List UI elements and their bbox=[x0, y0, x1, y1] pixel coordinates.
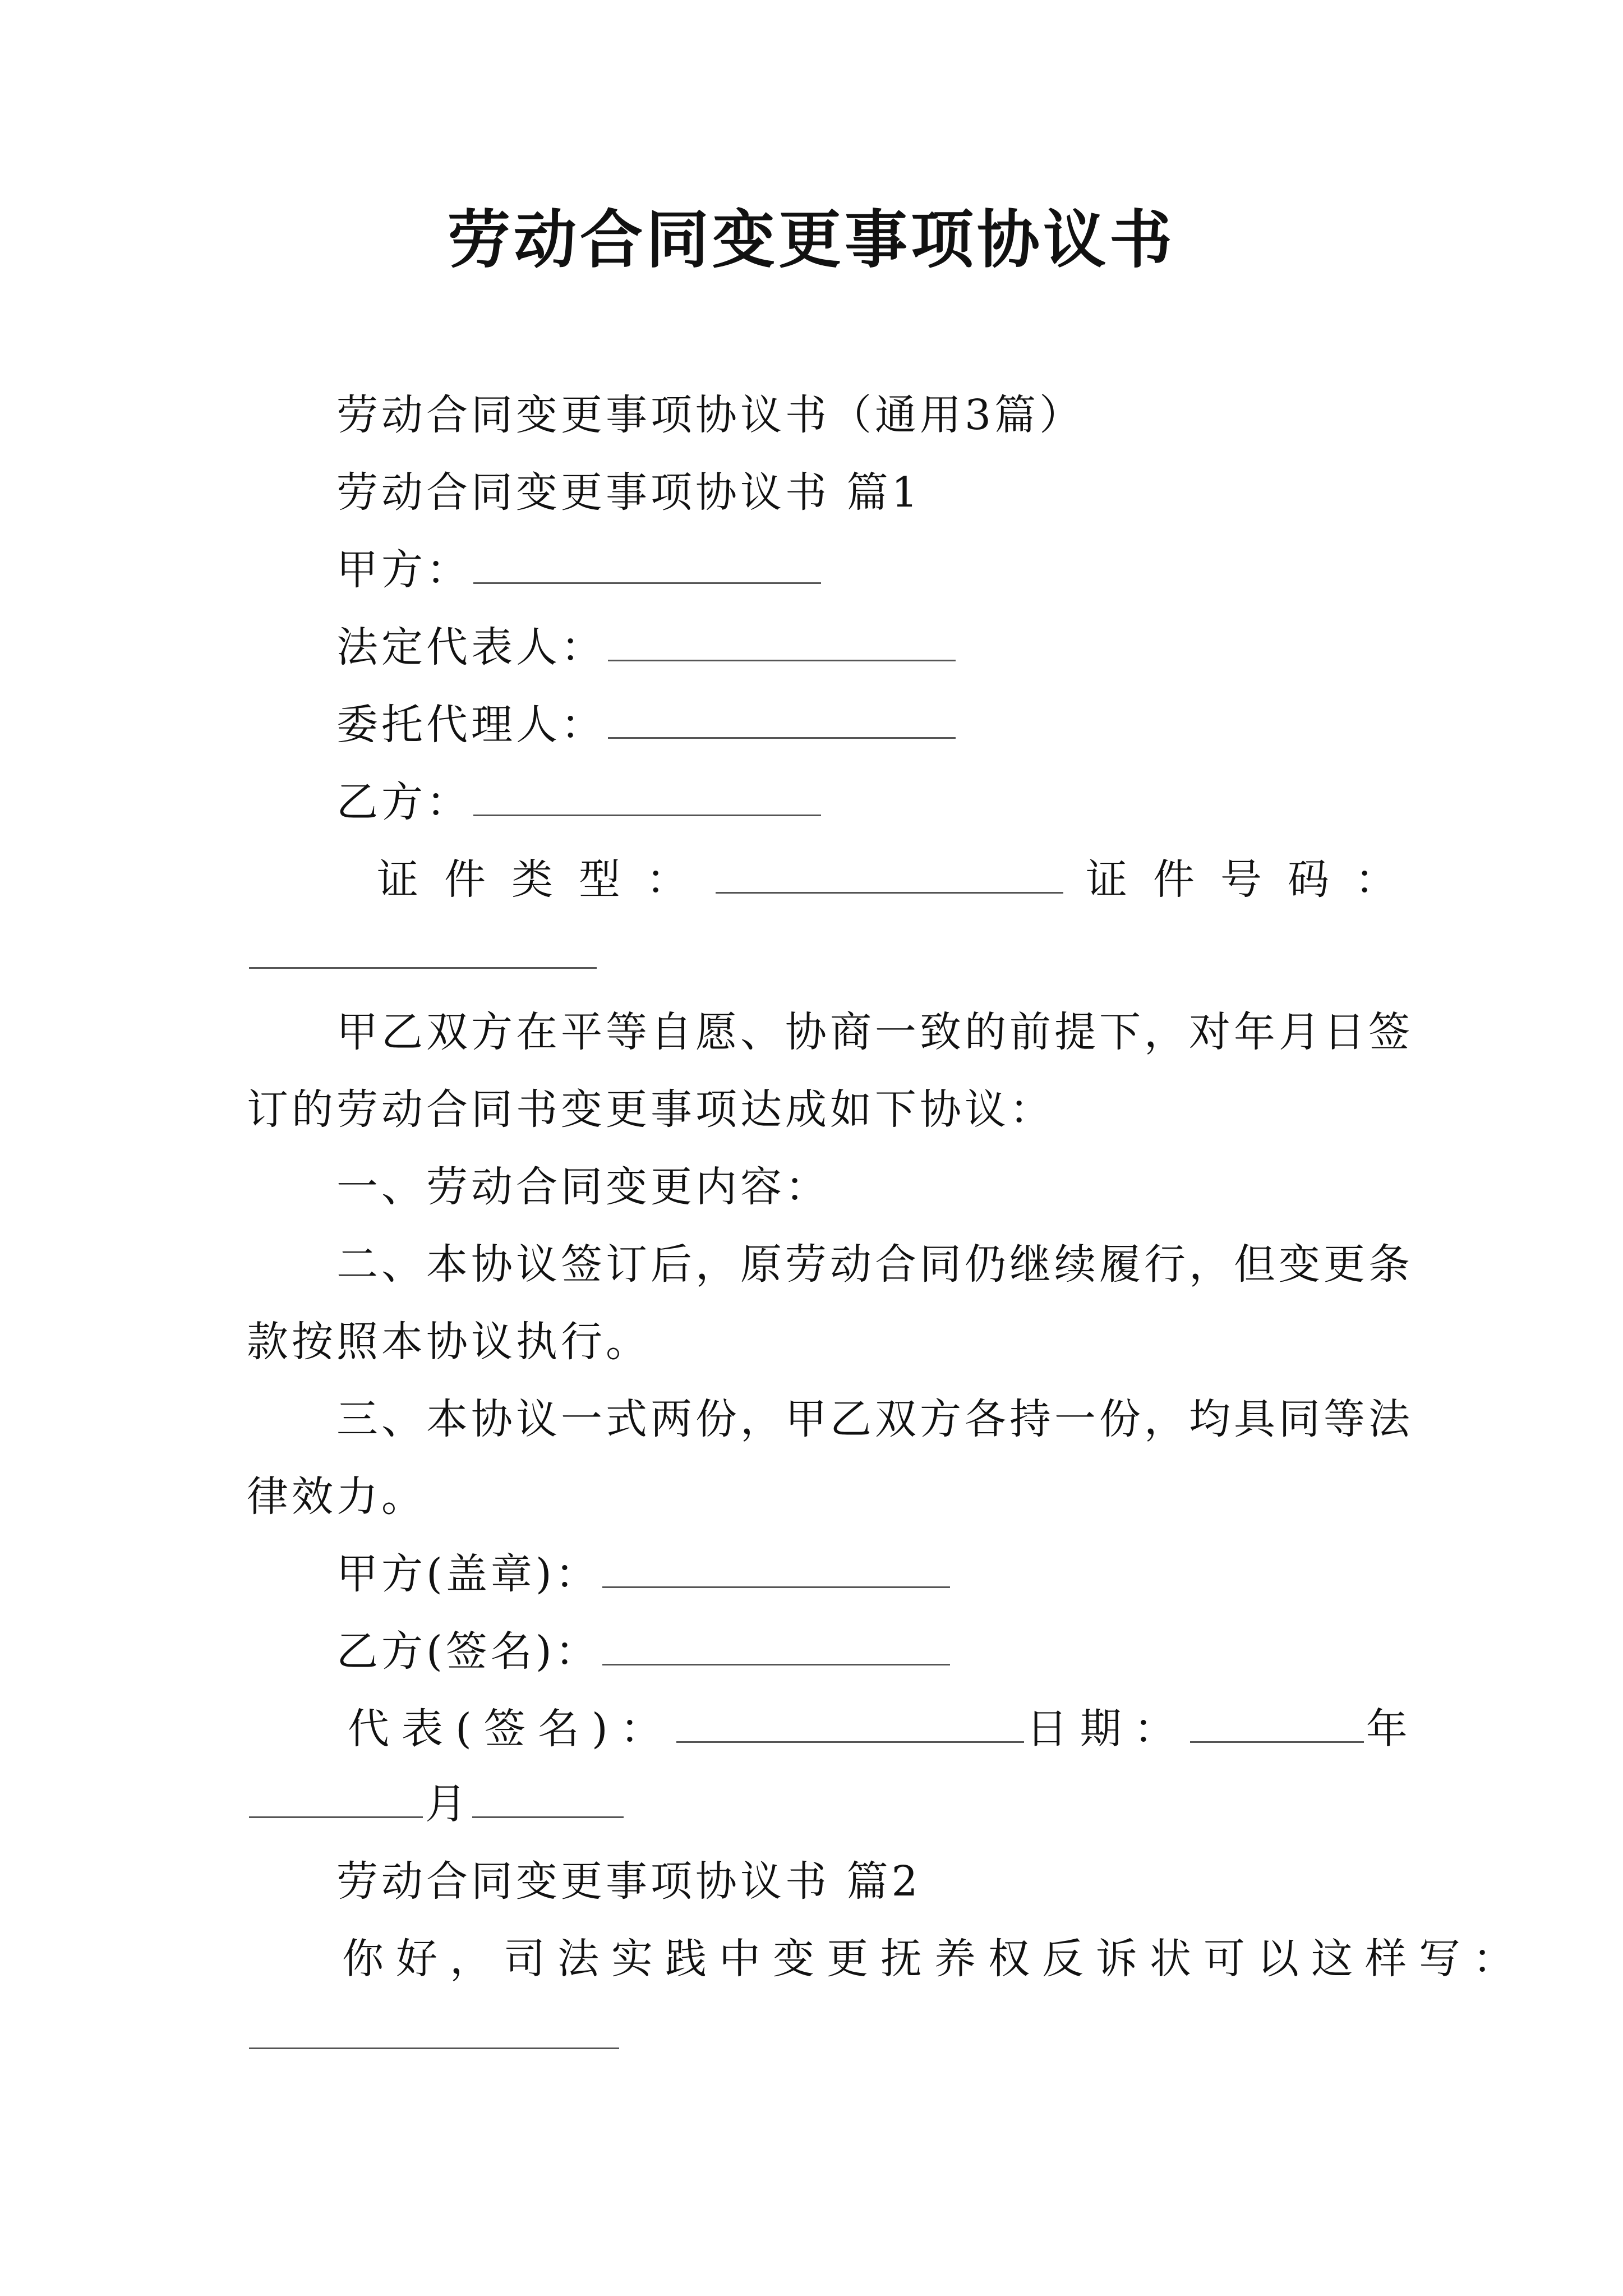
party-b-row bbox=[336, 774, 823, 830]
party-b-label: 乙方： bbox=[336, 778, 471, 826]
date-label: 日期： bbox=[1026, 1705, 1188, 1753]
month-label: 月 bbox=[425, 1780, 470, 1828]
party-b-sign-row bbox=[336, 1623, 952, 1680]
id-type-label: 证件类型： bbox=[377, 855, 713, 904]
agent-blank[interactable] bbox=[608, 698, 956, 739]
party-a-seal-label: 甲方(盖章)： bbox=[336, 1550, 600, 1598]
day-blank[interactable] bbox=[472, 1777, 624, 1818]
agent-row bbox=[336, 697, 958, 753]
party-a-seal-row bbox=[336, 1546, 952, 1602]
agent-label: 委托代理人： bbox=[336, 701, 606, 749]
id-number-blank[interactable] bbox=[249, 928, 597, 969]
year-label: 年 bbox=[1366, 1705, 1411, 1753]
party-a-blank[interactable] bbox=[473, 543, 821, 584]
party-a-label: 甲方： bbox=[336, 546, 471, 594]
id-number-row bbox=[247, 927, 599, 983]
party-b-sign-label: 乙方(签名)： bbox=[336, 1627, 600, 1676]
party-a-row bbox=[336, 542, 823, 598]
rep-sign-row bbox=[348, 1701, 1411, 1757]
document-title: 劳动合同变更事项协议书 bbox=[448, 203, 1175, 277]
year-blank[interactable] bbox=[1190, 1702, 1364, 1743]
clause-2-line-2: 款按照本协议执行。 bbox=[247, 1318, 651, 1366]
party-b-sign-blank[interactable] bbox=[602, 1625, 950, 1665]
month-row bbox=[247, 1776, 626, 1832]
clause-3-line-1: 三、本协议一式两份，甲乙双方各持一份，均具同等法 bbox=[336, 1395, 1413, 1443]
intro-line-2: 订的劳动合同书变更事项达成如下协议： bbox=[247, 1085, 1054, 1134]
party-b-blank[interactable] bbox=[473, 775, 821, 816]
month-blank[interactable] bbox=[249, 1777, 423, 1818]
part2-blank-row bbox=[247, 2007, 621, 2063]
id-row bbox=[377, 852, 1422, 908]
rep-sign-blank[interactable] bbox=[676, 1702, 1024, 1743]
part1-heading: 劳动合同变更事项协议书 篇1 bbox=[336, 468, 921, 517]
subtitle: 劳动合同变更事项协议书（通用3篇） bbox=[336, 391, 1085, 439]
legal-rep-blank[interactable] bbox=[608, 620, 956, 661]
clause-3-line-2: 律效力。 bbox=[247, 1473, 426, 1521]
party-a-seal-blank[interactable] bbox=[602, 1547, 950, 1588]
id-number-label: 证件号码： bbox=[1086, 855, 1422, 904]
id-type-blank[interactable] bbox=[716, 853, 1063, 894]
legal-rep-label: 法定代表人： bbox=[336, 623, 606, 671]
part2-blank[interactable] bbox=[249, 2008, 619, 2049]
rep-sign-label: 代表(签名)： bbox=[348, 1705, 674, 1753]
intro-line-1: 甲乙双方在平等自愿、协商一致的前提下，对年月日签 bbox=[336, 1008, 1413, 1056]
legal-rep-row bbox=[336, 619, 958, 675]
part2-heading: 劳动合同变更事项协议书 篇2 bbox=[336, 1857, 921, 1906]
part2-line-1: 你好，司法实践中变更抚养权反诉状可以这样写： bbox=[342, 1935, 1527, 1983]
clause-2-line-1: 二、本协议签订后，原劳动合同仍继续履行，但变更条 bbox=[336, 1240, 1413, 1289]
clause-1: 一、劳动合同变更内容： bbox=[336, 1163, 830, 1211]
